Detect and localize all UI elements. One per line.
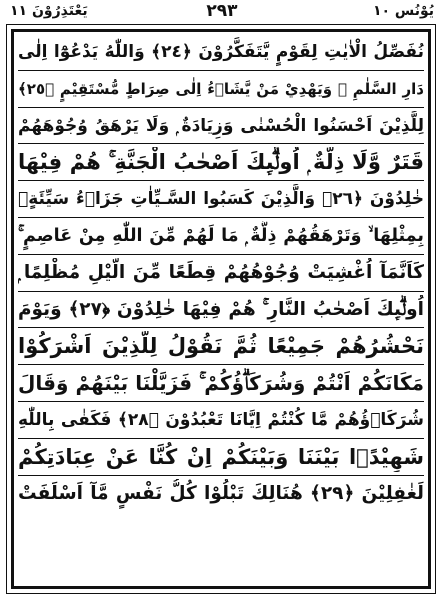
juz-title: يَعْتَذِرُوْنَ ١١: [10, 3, 88, 19]
line-text: لَغٰفِلِيْنَ ﴿٢٩﴾ هُنَالِكَ تَبْلُوْا كُلُّ نَفْسٍ مَّآ اَسْلَفَتْ: [18, 482, 424, 504]
line-text: قَتَرٌ وَّلَا ذِلَّةٌ ۭ اُولٰۗىِٕكَ اَصْحٰبُ الْجَنَّةِ ۚ هُمْ فِيْهَا: [18, 150, 424, 175]
line-text: شُرَكَاۗؤُهُمْ مَّا كُنْتُمْ اِيَّانَا تَعْبُدُوْنَ ﴿٢٨﴾ فَكَفٰى بِاللّٰهِ: [18, 409, 424, 430]
line-text: اُولٰۗىِٕكَ اَصْحٰبُ النَّارِ ۚ هُمْ فِيْهَا خٰلِدُوْنَ ﴿٢٧﴾ وَيَوْمَ: [18, 298, 424, 320]
line-text: شَهِيْدًۢا بَيْنَنَا وَبَيْنَكُمْ اِنْ كُنَّا عَنْ عِبَادَتِكُمْ: [18, 444, 424, 469]
text-line: [18, 365, 424, 402]
text-line: [18, 34, 424, 71]
line-text: مَكَانَكُمْ اَنْتُمْ وَشُرَكَاۗؤُكُمْ ۚ فَزَيَّلْنَا بَيْنَهُمْ وَقَالَ: [18, 371, 424, 396]
line-text: بِمِثْلِهَا ۙ وَتَرْهَقُهُمْ ذِلَّةٌ ۭ مَا لَهُمْ مِّنَ اللّٰهِ مِنْ عَاصِمٍ ۚ: [18, 225, 424, 246]
text-line: [18, 476, 424, 513]
text-line: [18, 292, 424, 329]
text-line: [18, 255, 424, 292]
line-text: نَحْشُرُهُمْ جَمِيْعًا ثُمَّ نَقُوْلُ لِلَّذِيْنَ اَشْرَكُوْا: [18, 334, 424, 359]
line-text: كَاَنَّمَآ اُغْشِيَتْ وُجُوْهُهُمْ قِطَعًا مِّنَ الَّيْلِ مُظْلِمًا ۭ: [18, 261, 424, 283]
text-line: [18, 328, 424, 365]
page-header: [0, 0, 444, 24]
line-text: نُفَصِّلُ الْاٰيٰتِ لِقَوْمٍ يَّتَفَكَّرُوْنَ ﴿٢٤﴾ وَاللّٰهُ يَدْعُوْٓا اِلٰى: [18, 42, 424, 62]
line-text: لِلَّذِيْنَ اَحْسَنُوا الْحُسْنٰى وَزِيَادَةٌ ۭ وَلَا يَرْهَقُ وُجُوْهَهُمْ: [18, 115, 424, 136]
page-number: ٢٩٣: [206, 1, 238, 21]
surah-title: يُوْنُس ١٠: [372, 3, 434, 19]
text-block: [18, 34, 424, 586]
text-line: [18, 108, 424, 145]
text-line: [18, 144, 424, 181]
text-line: [18, 71, 424, 108]
line-text: دَارِ السَّلٰمِ ۭ وَيَهْدِيْ مَنْ يَّشَاۗءُ اِلٰى صِرَاطٍ مُّسْتَقِيْمٍ ﴿٢٥﴾: [18, 79, 424, 98]
text-line: [18, 439, 424, 476]
text-line: [18, 181, 424, 218]
text-line: [18, 218, 424, 255]
line-text: خٰلِدُوْنَ ﴿٢٦﴾ وَالَّذِيْنَ كَسَبُوا السَّـيِّاٰتِ جَزَاۗءُ سَيِّئَةٍۢ: [18, 189, 424, 210]
text-line: [18, 402, 424, 439]
